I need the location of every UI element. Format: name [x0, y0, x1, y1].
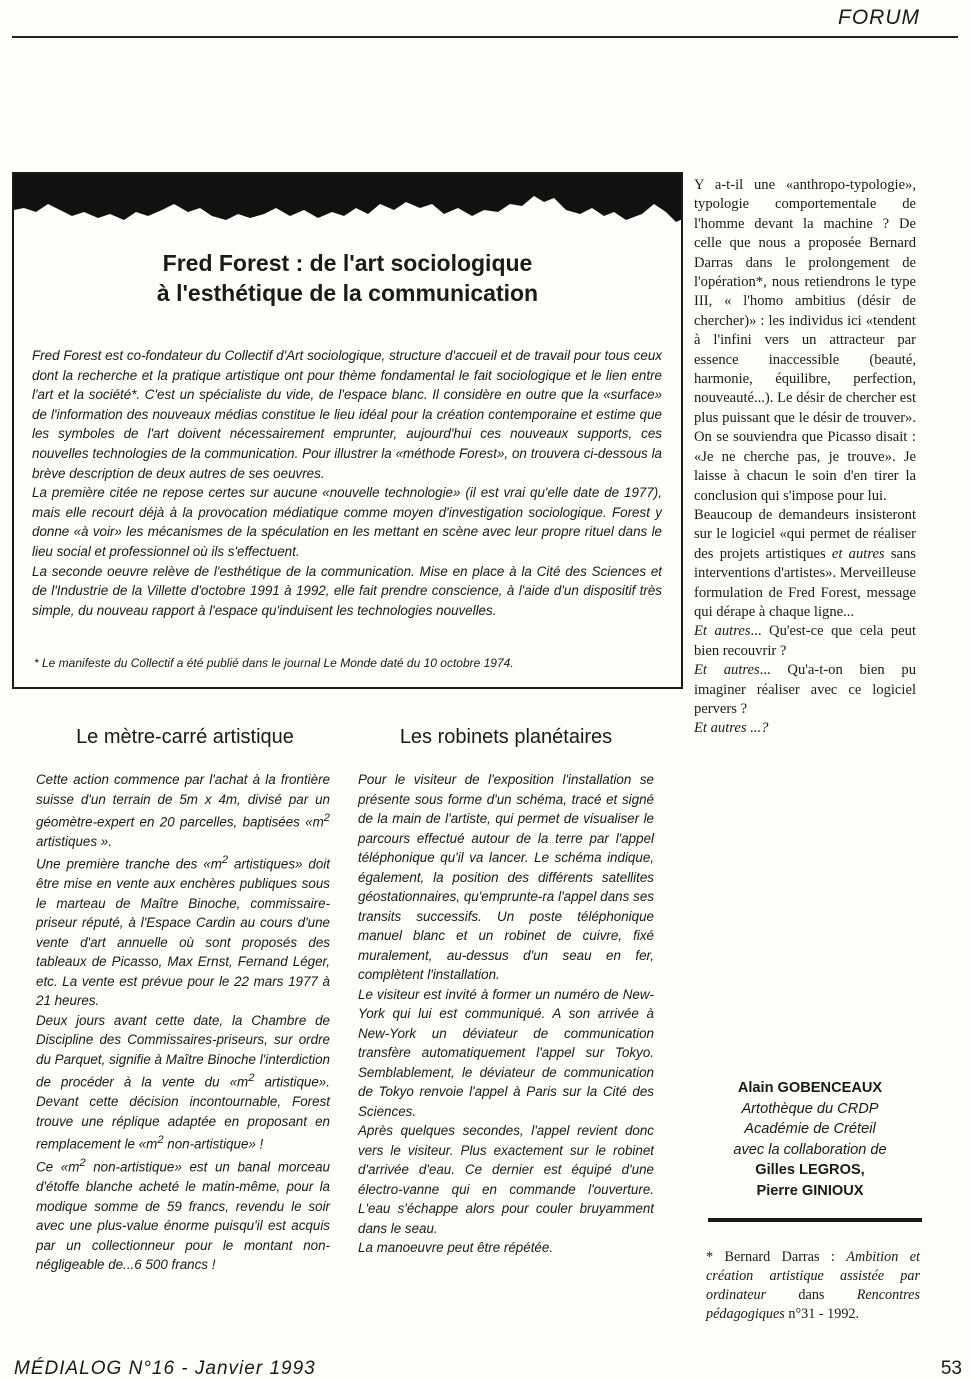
magazine-footer: MÉDIALOG N°16 - Janvier 1993	[14, 1358, 316, 1379]
article-intro	[32, 346, 662, 620]
collaborator-name: Pierre GINIOUX	[756, 1182, 864, 1199]
left-column-heading: Le mètre-carré artistique	[76, 726, 294, 748]
superscript: 2	[79, 1157, 86, 1170]
middle-paragraph: Le visiteur est invité à former un numéro de New-York qui lui est communiqué. A son arrivée à New-York un déviateur de communication transfère automatiquement l'appel sur Tokyo. Semblablement, le déviateur de communication de Tokyo renvoie l'appel à Paris sur la Cité des Sciences.	[358, 986, 654, 1119]
author-affiliation: Académie de Créteil	[744, 1121, 876, 1137]
right-paragraph: Y a-t-il une «anthropo-typologie», typologie comportementale de l'homme devant la machine ? De celle que nous a proposée Bernard Darras dans le prolongement de l'opération*, nous retiendrons le type III, « l'homo ambitius (désir de chercher)» : les individus ici «tendent à l'infini vers un attracteur par essence inaccessible (beauté, harmonie, équilibre, perfection, nouveauté...). Le désir de chercher est plus puissant que le désir de trouver». On se souviendra que Picasso disait : «Je ne cherche pas, je trouve». Je laisse à chacun le soin d'en tirer la conclusion qui s'impose pour lui.	[694, 177, 916, 504]
right-paragraph: Et autres ...?	[694, 720, 769, 737]
middle-paragraph: La manoeuvre peut être répétée.	[358, 1240, 554, 1255]
right-paragraph: Beaucoup de demandeurs insisteront sur le logiciel «qui permet de réaliser des projets artistiques et autres sans interventions d'artistes». Merveilleuse formulation de Fred Forest, message qui dérape à chaque ligne...	[694, 506, 916, 620]
left-paragraph: Ce «$m^2$ non-artistique» est un banal morceau d'étoffe blanche acheté le matin-même, pour la modique somme de 59 francs, revendu le soir avec une plus-value énorme puisqu'il est acquis par un collectionneur pour le montant non-négligeable de...6 500 francs !	[36, 1157, 330, 1273]
footnote: * Bernard Darras : Ambition et création artistique assistée par ordinateur dans Rencontres pédagogiques n°31 - 1992.	[706, 1249, 920, 1322]
middle-paragraph: Après quelques secondes, l'appel revient donc vers le visiteur. Plus exactement sur le robinet d'arrivée d'eau. Ce dernier est équipé d'une électro-vanne qui en commande l'ouverture. L'eau s'échappe alors pour couler bruyamment dans le seau.	[358, 1123, 654, 1236]
author-name: Alain GOBENCEAUX	[737, 1080, 883, 1096]
manifesto-note: * Le manifeste du Collectif a été publié dans le journal Le Monde daté du 10 octobre 1974.	[34, 656, 514, 670]
left-paragraph: Deux jours avant cette date, la Chambre de Discipline des Commissaires-priseurs, sur ordre du Parquet, signifie à Maître Binoche l'interdiction de procéder à la vente du «$m^2$ artistique». Devant cette décision incontournable, Forest trouve une réplique adaptée en proposant en remplacement le «$m^2$ non-artistique» !	[36, 1012, 330, 1152]
article-title-line-2: à l'esthétique de la communication	[156, 280, 539, 306]
right-paragraph: Et autres... Qu'a-t-on bien pu imaginer réaliser avec ce logiciel pervers ?	[694, 662, 917, 717]
top-rule	[12, 36, 958, 38]
middle-column-heading: Les robinets planétaires	[399, 726, 613, 748]
section-label: FORUM	[838, 6, 920, 29]
intro-paragraph: Fred Forest est co-fondateur du Collectif d'Art sociologique, structure d'accueil et de travail pour tous ceux dont la recherche et la pratique artistique ont pour thème fondamental le fait sociologique et le lien entre l'art et la société*. C'est un spécialiste du vide, de l'espace blanc. Il considère en outre que la «surface» de l'information des nouveaux médias constitue le lieu idéal pour la création contemporaine et estime que les symboles de l'art doivent nécessairement emprunter, aujourd'hui ces nouveaux supports, ces nouvelles technologies de la communication. Pour illustrer la «méthode Forest», on trouvera ci-dessous la brève description de deux autres de ses oeuvres.	[32, 348, 662, 481]
mountain-silhouette-banner	[14, 174, 683, 232]
collaboration-label: avec la collaboration de	[733, 1141, 887, 1158]
left-paragraph: Une première tranche des «$m^2$ artistiques» doit être mise en vente aux enchères publiques sous le marteau de Maître Binoche, commissaire-priseur réputé, à l'Espace Cardin au cours d'une vente d'art annuelle où sont proposés des tableaux de Picasso, Max Ernst, Fernand Léger, etc. La vente est prévue pour le 22 mars 1977 à 21 heures.	[36, 854, 330, 1009]
superscript: 2	[157, 1134, 164, 1147]
collaborator-name: Gilles LEGROS,	[755, 1162, 865, 1178]
author-affiliation: Artothèque du CRDP	[741, 1100, 879, 1117]
author-credits	[700, 1078, 920, 1201]
article-title-line-1: Fred Forest : de l'art sociologique	[162, 250, 533, 276]
right-paragraph: Et autres... Qu'est-ce que cela peut bien recouvrir ?	[694, 623, 917, 659]
credits-rule	[708, 1218, 922, 1222]
page-number: 53	[940, 1358, 962, 1379]
right-column-body	[694, 176, 916, 739]
middle-column-body	[358, 770, 654, 1258]
middle-paragraph: Pour le visiteur de l'exposition l'installation se présente sous forme d'un schéma, tracé et signé de la main de l'artiste, qui permet de visualiser le parcours effectué autour de la terre par l'appel téléphonique qu'il va lancer. Le schéma indique, également, la position des différents satellites géostationnaires, qu'emprunte-ra l'appel dans ses transits successifs. Un poste téléphonique manuel blanc et un robinet de cuivre, fixé muralement, au-dessus d'un seau en fer, complètent l'installation.	[358, 772, 654, 982]
left-paragraph: Cette action commence par l'achat à la frontière suisse d'un terrain de 5m x 4m, divisé par un géomètre-expert en 20 parcelles, baptisées «$m^2$ artistiques ».	[36, 772, 330, 849]
superscript: 2	[323, 812, 330, 824]
article-title	[14, 248, 681, 308]
article-box	[12, 172, 683, 689]
left-column-body	[36, 770, 330, 1275]
superscript: 2	[221, 854, 229, 867]
superscript: 2	[248, 1072, 255, 1085]
intro-paragraph: La seconde oeuvre relève de l'esthétique de la communication. Mise en place à la Cité des Sciences et de l'Industrie de la Villette d'octobre 1991 à 1992, elle fait prendre conscience, à l'aide d'un dispositif très simple, du nouveau rapport à l'espace qu'induisent les technologies nouvelles.	[32, 563, 662, 618]
intro-paragraph: La première citée ne repose certes sur aucune «nouvelle technologie» (il est vrai qu'elle date de 1977), mais elle recourt déjà à la provocation médiatique comme moyen d'investigation sociologique. Forest y donne «à voir» les mécanismes de la spéculation en les mettant en scène avec leur propre rituel dans le lieu social et professionnel où ils s'effectuent.	[32, 485, 662, 559]
